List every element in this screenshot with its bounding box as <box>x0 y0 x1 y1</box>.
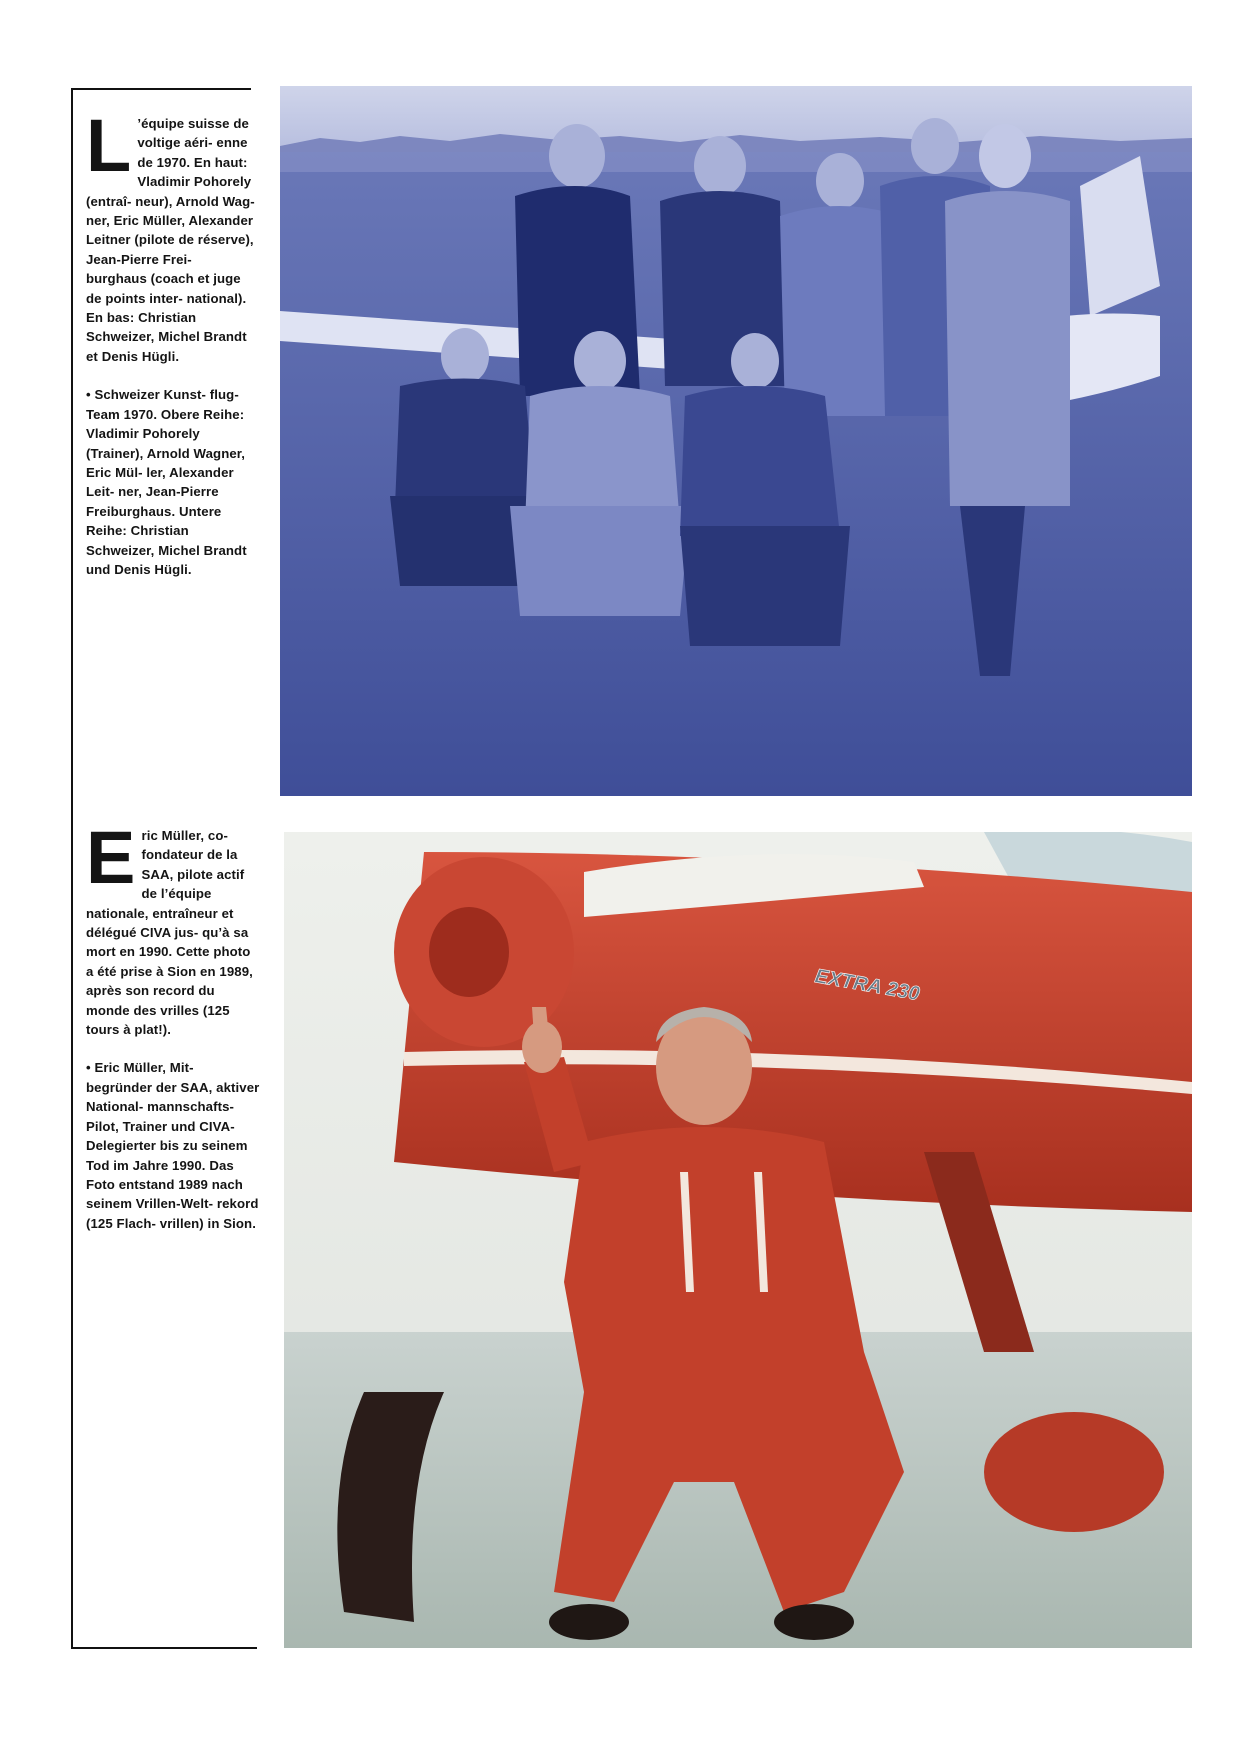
dropcap-e: E <box>86 816 136 899</box>
dropcap-l: L <box>86 104 132 187</box>
caption-top-french <box>86 104 256 366</box>
sidebar-rule <box>71 88 73 1648</box>
caption-bottom-french <box>86 816 260 1039</box>
caption-bottom <box>86 816 260 1233</box>
caption-bottom-german: • Eric Müller, Mit- begründer der SAA, aktiver National- mannschafts-Pilot, Trainer und CIVA- Delegierter bis zu seinem Tod im Jahre 1990. Das Foto entstand 1989 nach seinem Vrillen-Welt- rekord (125 Flach- vrillen) in Sion. <box>86 1060 260 1231</box>
caption-top-french-text: ’équipe suisse de voltige aéri- enne de 1970. En haut: Vladimir Pohorely (entraî- neur), Arnold Wag- ner, Eric Müller, Alexander Leitner (pilote de réserve), Jean-Pierre Frei- burghaus (coach et juge de points inter- national). En bas: Christian Schweizer, Michel Brandt et Denis Hügli. <box>86 116 255 364</box>
eric-muller-photo <box>284 832 1192 1648</box>
caption-top-german: • Schweizer Kunst- flug-Team 1970. Obere Reihe: Vladimir Pohorely (Trainer), Arnold Wagner, Eric Mül- ler, Alexander Leit- ner, Jean-Pierre Freiburghaus. Untere Reihe: Christian Schweizer, Michel Brandt und Denis Hügli. <box>86 387 247 577</box>
sidebar-bottom-rule <box>71 1647 257 1649</box>
team-photo-1970 <box>280 86 1192 796</box>
caption-bottom-french-text: ric Müller, co- fondateur de la SAA, pilote actif de l’équipe nationale, entraîneur et délégué CIVA jus- qu’à sa mort en 1990. Cette photo a été prise à Sion en 1989, après son record du monde des vrilles (125 tours à plat!). <box>86 828 253 1038</box>
caption-top <box>86 104 256 579</box>
sidebar-top-rule <box>71 88 251 90</box>
extra-230-label: EXTRA 230 <box>813 965 922 1006</box>
